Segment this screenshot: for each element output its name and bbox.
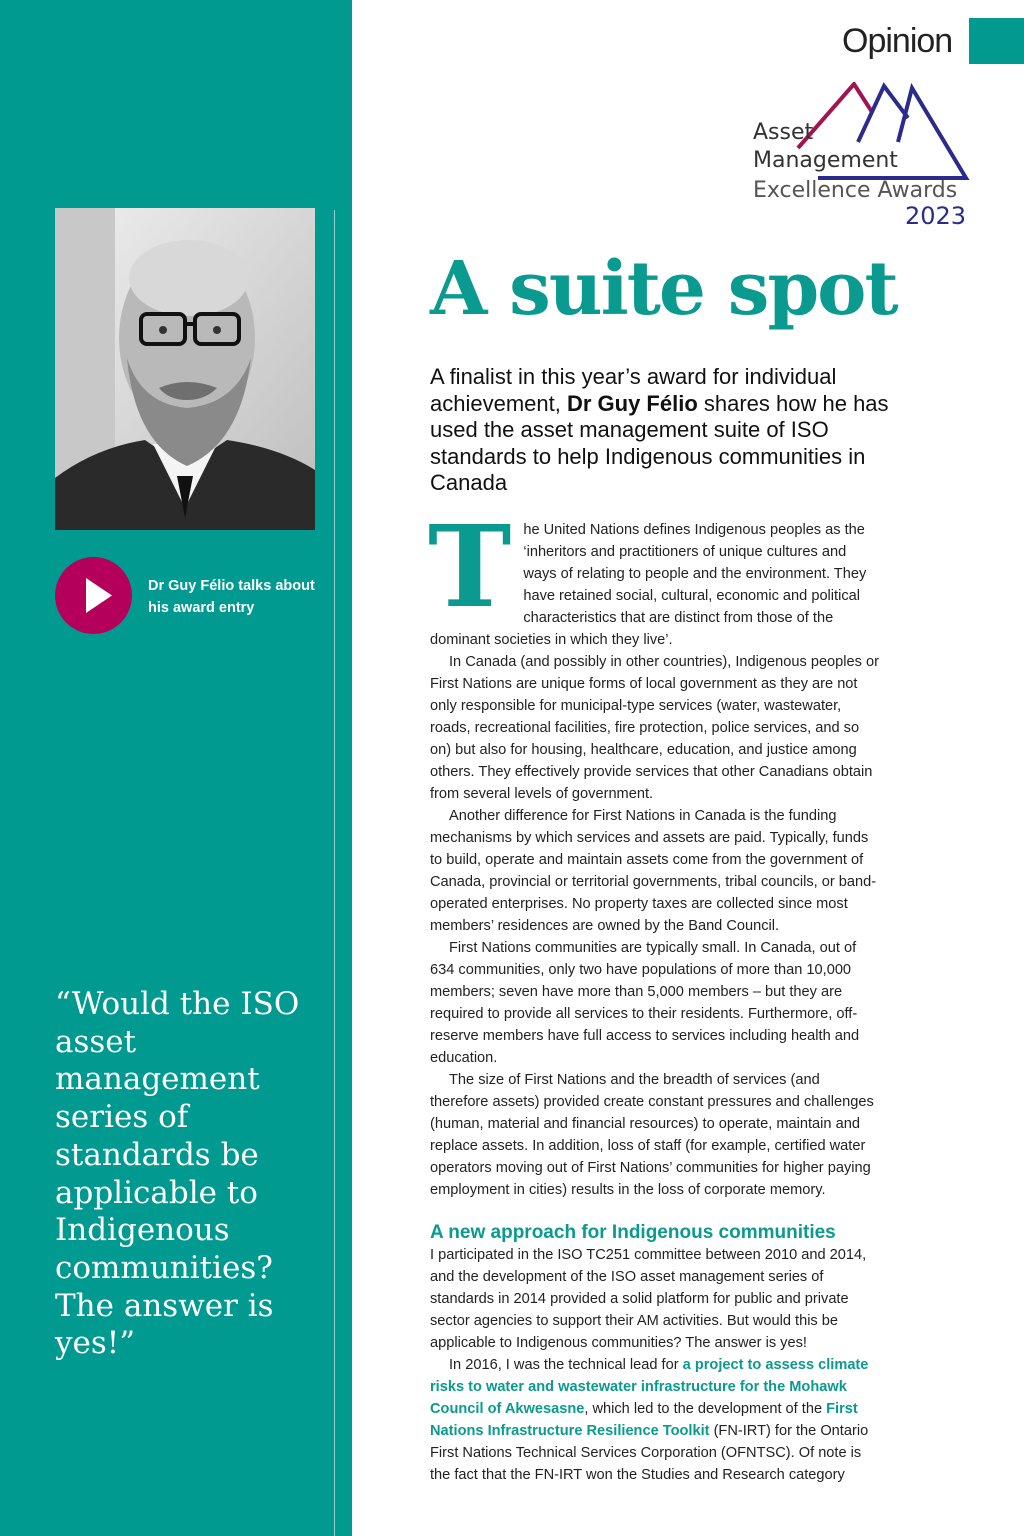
- climate-risk-project-link[interactable]: a project to assess climate risks to water and wastewater infrastructure for the Mohawk Council of Akwesasne: [430, 1357, 869, 1417]
- author-portrait: [55, 208, 315, 530]
- logo-line-excellence: Excellence Awards: [753, 178, 958, 203]
- article-title: A suite spot: [430, 246, 897, 332]
- paragraph-5: The size of First Nations and the breadth of services (and therefore assets) provided create constant pressures and challenges (human, material and financial resources) to operate, maintain and replace assets. In addition, loss of staff (for example, certified water operators moving out of First Nations’ communities for higher paying employment in cities) results in the loss of corporate memory.: [430, 1072, 874, 1198]
- logo-line-asset: Asset: [753, 120, 814, 145]
- section-label: Opinion: [842, 22, 953, 60]
- standfirst-author: Dr Guy Félio: [566, 390, 698, 416]
- paragraph-7-text-b: , which led to the development of the: [584, 1401, 827, 1417]
- paragraph-3: Another difference for First Nations in Canada is the funding mechanisms by which services and assets are paid. Typically, funds to build, operate and maintain assets come from the government of Canada, provincial or territorial governments, tribal councils, or band-operated enterprises. No property taxes are collected since most members’ residences are owned by the Band Council.: [430, 808, 877, 934]
- paragraph-7-text-c: (FN-IRT) for the Ontario First Nations Technical Services Corporation (OFNTSC). Of note is the fact that the FN-IRT won the Studies and Research category: [430, 1423, 869, 1483]
- section-tag-block: [969, 18, 1024, 64]
- standfirst: [430, 364, 900, 497]
- play-video-button[interactable]: [55, 557, 132, 634]
- logo-year: 2023: [905, 202, 967, 230]
- standfirst-text-post: shares how he has used the asset management suite of ISO standards to help Indigenous communities in Canada: [430, 390, 889, 495]
- paragraph-2: In Canada (and possibly in other countries), Indigenous peoples or First Nations are unique forms of local government as they are not only responsible for municipal-type services (water, wastewater, roads, recreational facilities, fire protection, police services, and so on) but also for housing, healthcare, education, and justice among others. They effectively provide services that other Canadians obtain from several levels of government.: [430, 654, 879, 802]
- paragraph-6: I participated in the ISO TC251 committee between 2010 and 2014, and the development of the ISO asset management series of standards in 2014 provided a solid platform for public and private sector agencies to support their AM activities. But would this be applicable to Indigenous communities? The answer is yes!: [430, 1247, 867, 1351]
- play-icon: [55, 557, 132, 634]
- article-body: [428, 502, 880, 1486]
- awards-logo: [748, 82, 978, 232]
- portrait-photo-icon: [55, 208, 315, 530]
- paragraph-4: First Nations communities are typically small. In Canada, out of 634 communities, only two have populations of more than 10,000 members; seven have more than 5,000 members – but they are required to provide all services to their residents. Furthermore, off-reserve members have full access to services including health and education.: [430, 940, 860, 1066]
- drop-cap: T: [428, 502, 512, 633]
- paragraph-7-text-a: In 2016, I was the technical lead for: [449, 1357, 683, 1373]
- standfirst-text-pre: A finalist in this year’s award for individual achievement,: [430, 364, 837, 416]
- paragraph-1-text: he United Nations defines Indigenous peoples as the ‘inheritors and practitioners of unique cultures and ways of relating to people and the environment. They have retained social, cultural, economic and political characteristics that are distinct from those of the dominant societies in which they live’.: [430, 522, 867, 648]
- paragraph-7: [430, 1354, 880, 1486]
- subheading: A new approach for Indigenous communities: [430, 1222, 836, 1243]
- video-caption: Dr Guy Félio talks about his award entry: [148, 578, 315, 616]
- pull-quote: “Would the ISO asset management series of standards be applicable to Indigenous communities? The answer is yes!”: [55, 986, 300, 1362]
- fn-irt-toolkit-link[interactable]: First Nations Infrastructure Resilience Toolkit: [430, 1401, 858, 1439]
- logo-line-management: Management: [753, 148, 898, 173]
- paragraph-1: [428, 502, 880, 651]
